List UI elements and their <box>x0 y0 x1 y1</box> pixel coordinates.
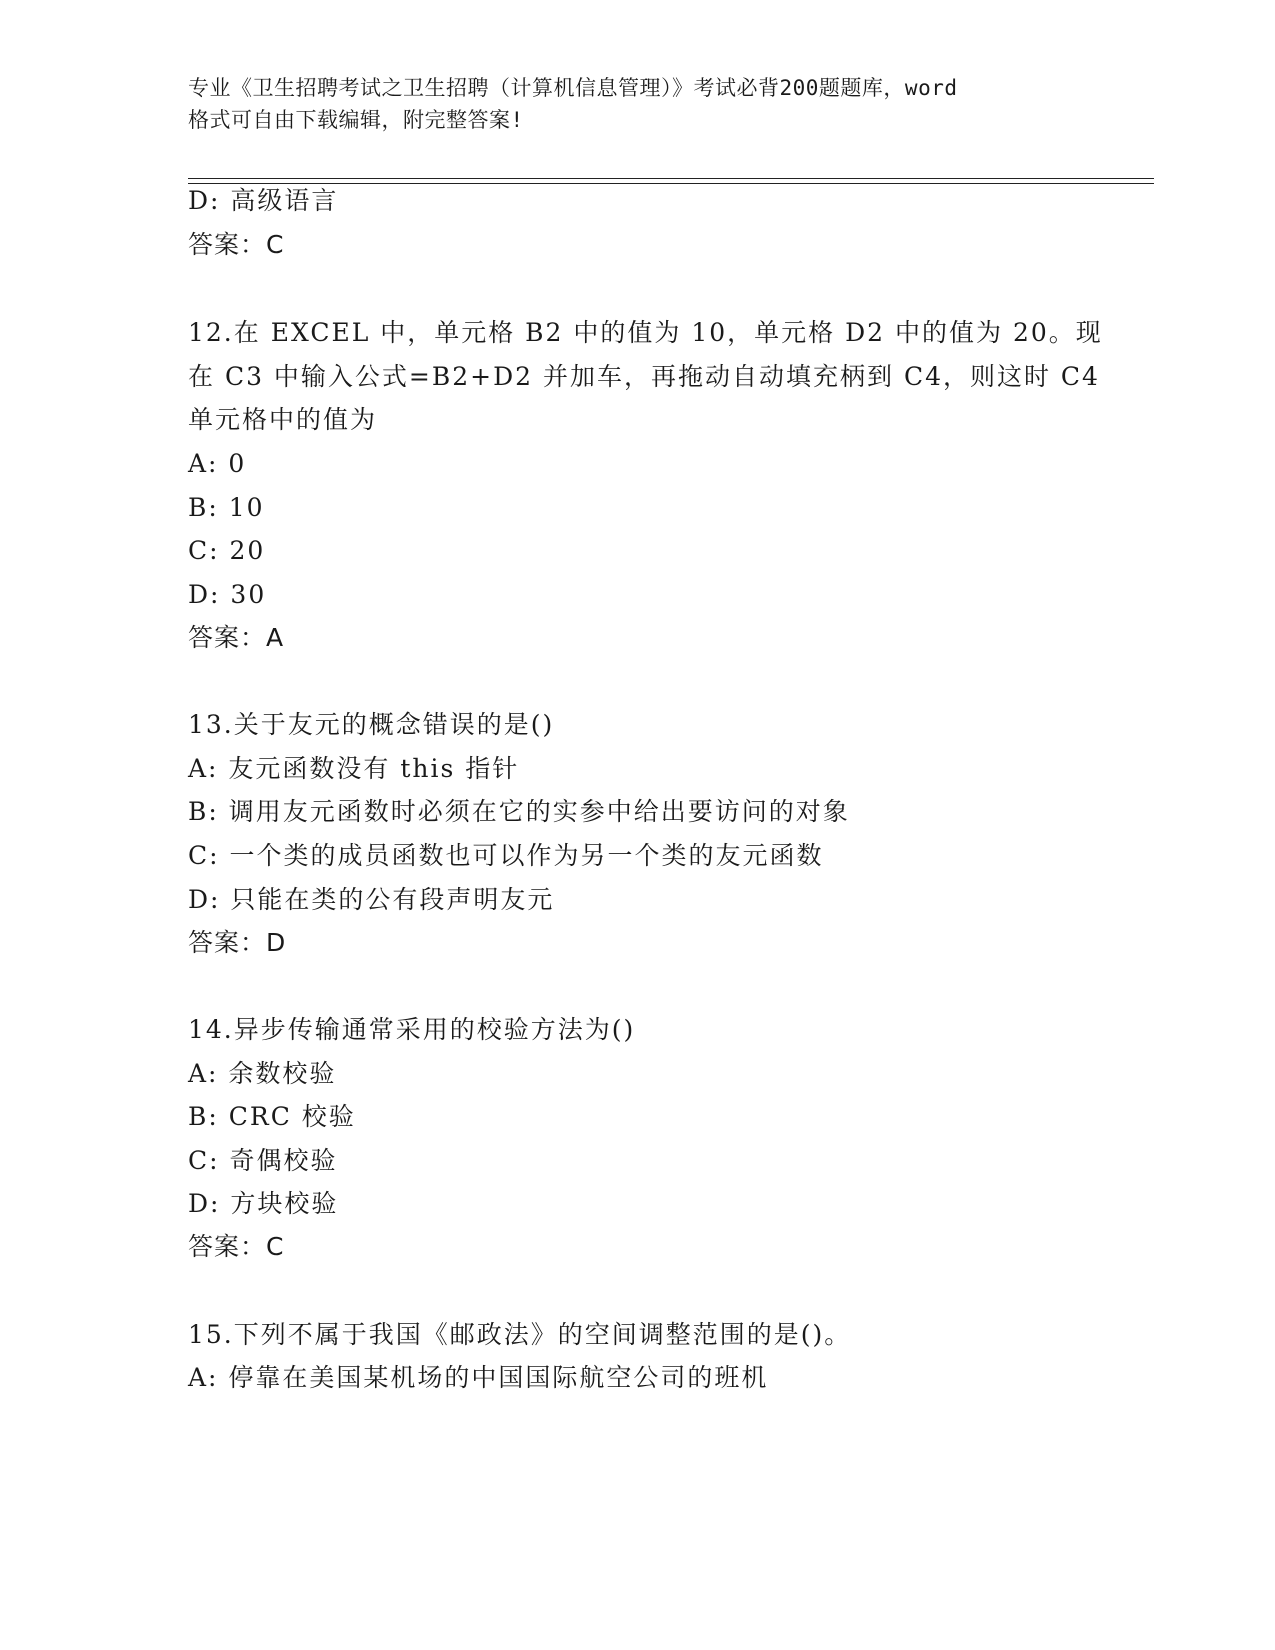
q14-option-b: B: CRC 校验 <box>188 1102 356 1131</box>
q14-stem: 14.异步传输通常采用的校验方法为() <box>188 1015 636 1044</box>
q14-option-d: D: 方块校验 <box>188 1189 339 1218</box>
header-divider-top <box>188 178 1154 179</box>
q14-answer: 答案：C <box>188 1232 285 1261</box>
q12-stem-line-3: 单元格中的值为 <box>188 405 378 434</box>
document-header <box>188 72 1088 136</box>
q13-option-d: D: 只能在类的公有段声明友元 <box>188 885 555 914</box>
q13-stem: 13.关于友元的概念错误的是() <box>188 710 555 739</box>
q14-option-a: A: 余数校验 <box>188 1059 337 1088</box>
q12-option-d: D: 30 <box>188 580 267 609</box>
q12-stem-line-1: 12.在 EXCEL 中，单元格 B2 中的值为 10，单元格 D2 中的值为 20。现 <box>188 318 1103 347</box>
header-line-2: 格式可自由下载编辑，附完整答案! <box>188 108 524 132</box>
header-line-1: 专业《卫生招聘考试之卫生招聘（计算机信息管理）》考试必背200题题库，word <box>188 76 958 100</box>
q14-option-c: C: 奇偶校验 <box>188 1146 338 1175</box>
q13-option-a: A: 友元函数没有 this 指针 <box>188 754 520 783</box>
header-divider-bottom <box>188 183 1154 184</box>
q12-option-c: C: 20 <box>188 536 266 565</box>
q13-option-c: C: 一个类的成员函数也可以作为另一个类的友元函数 <box>188 841 824 870</box>
q13-option-b: B: 调用友元函数时必须在它的实参中给出要访问的对象 <box>188 797 850 826</box>
q12-answer: 答案：A <box>188 623 285 652</box>
q12-option-b: B: 10 <box>188 493 265 522</box>
q13-answer: 答案：D <box>188 928 287 957</box>
q15-option-a: A: 停靠在美国某机场的中国国际航空公司的班机 <box>188 1363 769 1392</box>
q12-option-a: A: 0 <box>188 449 247 478</box>
q15-stem: 15.下列不属于我国《邮政法》的空间调整范围的是()。 <box>188 1320 852 1349</box>
q12-stem-line-2: 在 C3 中输入公式=B2+D2 并加车，再拖动自动填充柄到 C4，则这时 C4 <box>188 362 1100 391</box>
q11-answer: 答案：C <box>188 230 285 259</box>
q11-option-d: D: 高级语言 <box>188 186 339 215</box>
